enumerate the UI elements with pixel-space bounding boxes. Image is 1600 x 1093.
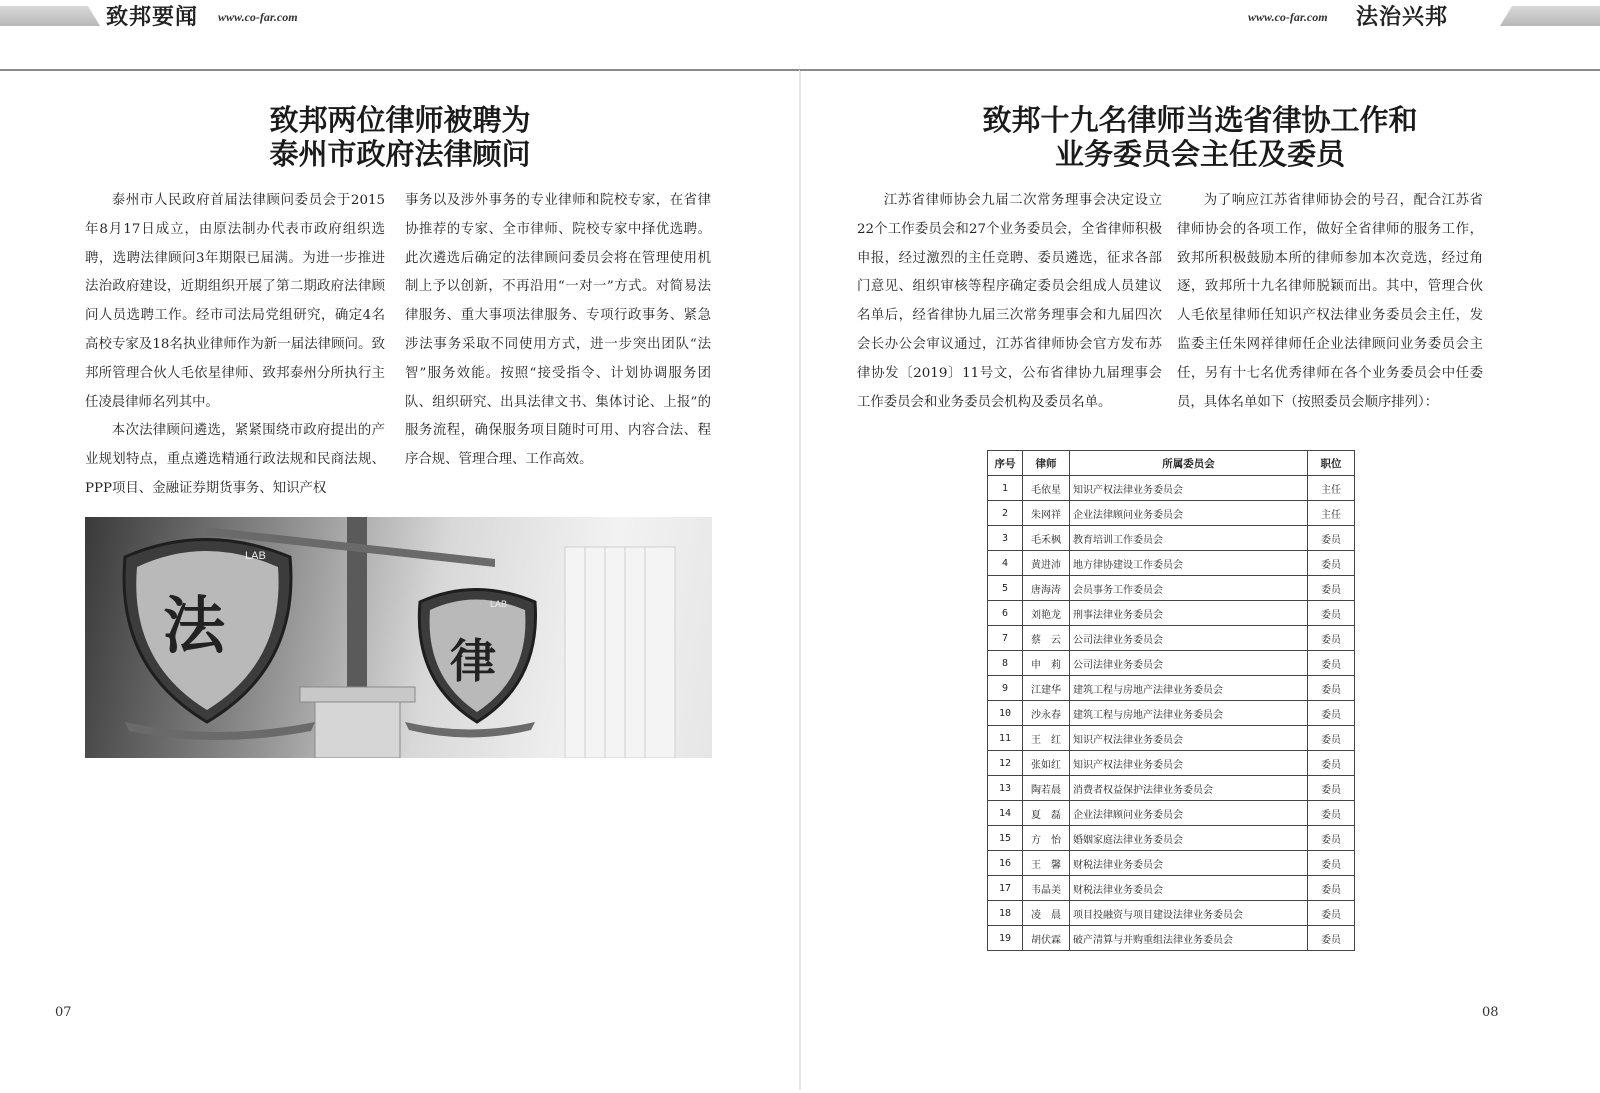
row-committee: 项目投融资与项目建设法律业务委员会 xyxy=(1070,901,1308,926)
row-position: 委员 xyxy=(1308,526,1355,551)
row-position: 委员 xyxy=(1308,701,1355,726)
row-lawyer: 张如红 xyxy=(1023,751,1070,776)
table-row xyxy=(988,501,1355,526)
row-committee: 破产清算与并购重组法律业务委员会 xyxy=(1070,926,1308,951)
col-header-position: 职位 xyxy=(1308,451,1355,476)
row-index: 6 xyxy=(988,601,1023,626)
article-column-2 xyxy=(1177,187,1483,417)
row-committee: 企业法律顾问业务委员会 xyxy=(1070,801,1308,826)
row-committee: 财税法律业务委员会 xyxy=(1070,851,1308,876)
law-scales-illustration xyxy=(85,517,712,758)
paragraph: 本次法律顾问遴选，紧紧围绕市政府提出的产业规划特点，重点遴选精通行政法规和民商法规、PPP项目、金融证券期货事务、知识产权 xyxy=(85,423,385,496)
row-lawyer: 唐海涛 xyxy=(1023,576,1070,601)
row-committee: 知识产权法律业务委员会 xyxy=(1070,751,1308,776)
website-url: www.co-far.com xyxy=(1248,10,1328,24)
table-row xyxy=(988,801,1355,826)
table-row xyxy=(988,751,1355,776)
row-position: 主任 xyxy=(1308,476,1355,501)
row-committee: 婚姻家庭法律业务委员会 xyxy=(1070,826,1308,851)
row-index: 2 xyxy=(988,501,1023,526)
col-header-index: 序号 xyxy=(988,451,1023,476)
row-lawyer: 毛禾枫 xyxy=(1023,526,1070,551)
article-column-1 xyxy=(85,187,385,504)
section-title: 致邦要闻 xyxy=(106,5,199,30)
header-rule xyxy=(800,69,1600,71)
article-title-line1: 致邦十九名律师当选省律协工作和 xyxy=(982,103,1418,137)
row-committee: 企业法律顾问业务委员会 xyxy=(1070,501,1308,526)
table-row xyxy=(988,626,1355,651)
row-index: 13 xyxy=(988,776,1023,801)
row-index: 5 xyxy=(988,576,1023,601)
row-committee: 知识产权法律业务委员会 xyxy=(1070,476,1308,501)
page-number: 07 xyxy=(55,1005,72,1020)
row-committee: 刑事法律业务委员会 xyxy=(1070,601,1308,626)
table-row xyxy=(988,726,1355,751)
row-lawyer: 韦晶美 xyxy=(1023,876,1070,901)
website-url: www.co-far.com xyxy=(218,10,298,24)
table-row xyxy=(988,476,1355,501)
row-position: 委员 xyxy=(1308,851,1355,876)
row-index: 19 xyxy=(988,926,1023,951)
row-lawyer: 毛依星 xyxy=(1023,476,1070,501)
row-lawyer: 陶若晨 xyxy=(1023,776,1070,801)
row-lawyer: 王 红 xyxy=(1023,726,1070,751)
table-row xyxy=(988,676,1355,701)
row-index: 9 xyxy=(988,676,1023,701)
row-committee: 会员事务工作委员会 xyxy=(1070,576,1308,601)
shield-right-text: 律 xyxy=(450,634,496,688)
row-position: 委员 xyxy=(1308,801,1355,826)
row-committee: 建筑工程与房地产法律业务委员会 xyxy=(1070,701,1308,726)
row-position: 委员 xyxy=(1308,551,1355,576)
header-rule xyxy=(0,69,800,71)
row-index: 10 xyxy=(988,701,1023,726)
scales-graphic xyxy=(85,517,712,758)
article-title-line2: 业务委员会主任及委员 xyxy=(1054,137,1345,171)
row-lawyer: 黄进沛 xyxy=(1023,551,1070,576)
row-lawyer: 胡伏霖 xyxy=(1023,926,1070,951)
row-position: 委员 xyxy=(1308,751,1355,776)
row-index: 7 xyxy=(988,626,1023,651)
paragraph: 事务以及涉外事务的专业律师和院校专家，在省律协推荐的专家、全市律师、院校专家中择优选聘。此次遴选后确定的法律顾问委员会将在管理使用机制上予以创新，不再沿用“一对一”方式。对简易法律服务、重大事项法律服务、专项行政事务、紧急涉法事务采取不同使用方式，进一步突出团队“法智”服务效能。按照“接受指令、计划协调服务团队、组织研究、出具法律文书、集体讨论、上报”的服务流程，确保服务项目随时可用、内容合法、程序合规、管理合理、工作高效。 xyxy=(405,193,711,468)
header-decor-bar xyxy=(1500,6,1600,26)
row-index: 4 xyxy=(988,551,1023,576)
col-header-lawyer: 律师 xyxy=(1023,451,1070,476)
shield-left-text: 法 xyxy=(163,589,226,662)
row-lawyer: 凌 晨 xyxy=(1023,901,1070,926)
row-committee: 消费者权益保护法律业务委员会 xyxy=(1070,776,1308,801)
paragraph: 为了响应江苏省律师协会的号召，配合江苏省律师协会的各项工作，做好全省律师的服务工作，致邦所积极鼓励本所的律师参加本次竞选，经过角逐，致邦所十九名律师脱颖而出。其中，管理合伙人毛依星律师任知识产权法律业务委员会主任，发监委主任朱网祥律师任企业法律顾问业务委员会主任，另有十七名优秀律师在各个业务委员会中任委员，具体名单如下（按照委员会顺序排列）： xyxy=(1177,193,1483,410)
table-row xyxy=(988,826,1355,851)
row-position: 委员 xyxy=(1308,651,1355,676)
table-row xyxy=(988,651,1355,676)
table-row xyxy=(988,576,1355,601)
row-lawyer: 朱网祥 xyxy=(1023,501,1070,526)
row-position: 委员 xyxy=(1308,576,1355,601)
row-position: 委员 xyxy=(1308,676,1355,701)
row-position: 委员 xyxy=(1308,876,1355,901)
table-row xyxy=(988,526,1355,551)
article-title-line1: 致邦两位律师被聘为 xyxy=(269,103,531,137)
table-row xyxy=(988,701,1355,726)
row-committee: 知识产权法律业务委员会 xyxy=(1070,726,1308,751)
paragraph: 江苏省律师协会九届二次常务理事会决定设立22个工作委员会和27个业务委员会，全省律师积极申报，经过激烈的主任竞聘、委员遴选，征求各部门意见、组织审核等程序确定委员会组成人员建议名单后，经省律协九届三次常务理事会和九届四次会长办公会审议通过，江苏省律师协会官方发布苏律协发〔2019〕11号文，公布省律协九届理事会工作委员会和业务委员会机构及委员名单。 xyxy=(857,193,1162,410)
row-lawyer: 王 馨 xyxy=(1023,851,1070,876)
row-position: 委员 xyxy=(1308,626,1355,651)
row-committee: 教育培训工作委员会 xyxy=(1070,526,1308,551)
row-lawyer: 江建华 xyxy=(1023,676,1070,701)
table-body xyxy=(988,476,1355,951)
table-header-row xyxy=(988,451,1355,476)
row-lawyer: 夏 磊 xyxy=(1023,801,1070,826)
row-position: 委员 xyxy=(1308,926,1355,951)
shield-left-label: LAB xyxy=(245,550,266,562)
row-lawyer: 申 莉 xyxy=(1023,651,1070,676)
row-index: 14 xyxy=(988,801,1023,826)
table-row xyxy=(988,876,1355,901)
row-index: 15 xyxy=(988,826,1023,851)
row-position: 主任 xyxy=(1308,501,1355,526)
row-index: 8 xyxy=(988,651,1023,676)
page-number: 08 xyxy=(1482,1005,1499,1020)
article-column-2 xyxy=(405,187,711,475)
section-title: 法治兴邦 xyxy=(1356,5,1449,30)
article-title-line2: 泰州市政府法律顾问 xyxy=(269,137,531,171)
row-index: 1 xyxy=(988,476,1023,501)
table-row xyxy=(988,901,1355,926)
table-row xyxy=(988,551,1355,576)
table-row xyxy=(988,601,1355,626)
committee-members-table xyxy=(987,450,1355,951)
row-index: 11 xyxy=(988,726,1023,751)
row-lawyer: 蔡 云 xyxy=(1023,626,1070,651)
row-position: 委员 xyxy=(1308,726,1355,751)
row-index: 16 xyxy=(988,851,1023,876)
row-committee: 财税法律业务委员会 xyxy=(1070,876,1308,901)
row-lawyer: 方 怡 xyxy=(1023,826,1070,851)
row-position: 委员 xyxy=(1308,601,1355,626)
article-title xyxy=(890,103,1510,171)
col-header-committee: 所属委员会 xyxy=(1070,451,1308,476)
table-row xyxy=(988,776,1355,801)
row-committee: 建筑工程与房地产法律业务委员会 xyxy=(1070,676,1308,701)
row-index: 18 xyxy=(988,901,1023,926)
table-row xyxy=(988,926,1355,951)
row-index: 17 xyxy=(988,876,1023,901)
row-position: 委员 xyxy=(1308,826,1355,851)
table-row xyxy=(988,851,1355,876)
article-title xyxy=(200,103,600,171)
right-page xyxy=(800,0,1600,1093)
row-position: 委员 xyxy=(1308,901,1355,926)
row-position: 委员 xyxy=(1308,776,1355,801)
row-index: 12 xyxy=(988,751,1023,776)
row-committee: 公司法律业务委员会 xyxy=(1070,651,1308,676)
row-committee: 公司法律业务委员会 xyxy=(1070,626,1308,651)
header-decor-bar xyxy=(0,6,100,26)
row-index: 3 xyxy=(988,526,1023,551)
row-lawyer: 刘艳龙 xyxy=(1023,601,1070,626)
paragraph: 泰州市人民政府首届法律顾问委员会于2015年8月17日成立，由原法制办代表市政府组织选聘，选聘法律顾问3年期限已届满。为进一步推进法治政府建设，近期组织开展了第二期政府法律顾问人员选聘工作。经市司法局党组研究，确定4名高校专家及18名执业律师作为新一届法律顾问。致邦所管理合伙人毛依星律师、致邦泰州分所执行主任凌晨律师名列其中。 xyxy=(85,193,385,410)
row-committee: 地方律协建设工作委员会 xyxy=(1070,551,1308,576)
row-lawyer: 沙永春 xyxy=(1023,701,1070,726)
shield-right-label: LAB xyxy=(490,599,508,609)
article-column-1 xyxy=(857,187,1162,417)
